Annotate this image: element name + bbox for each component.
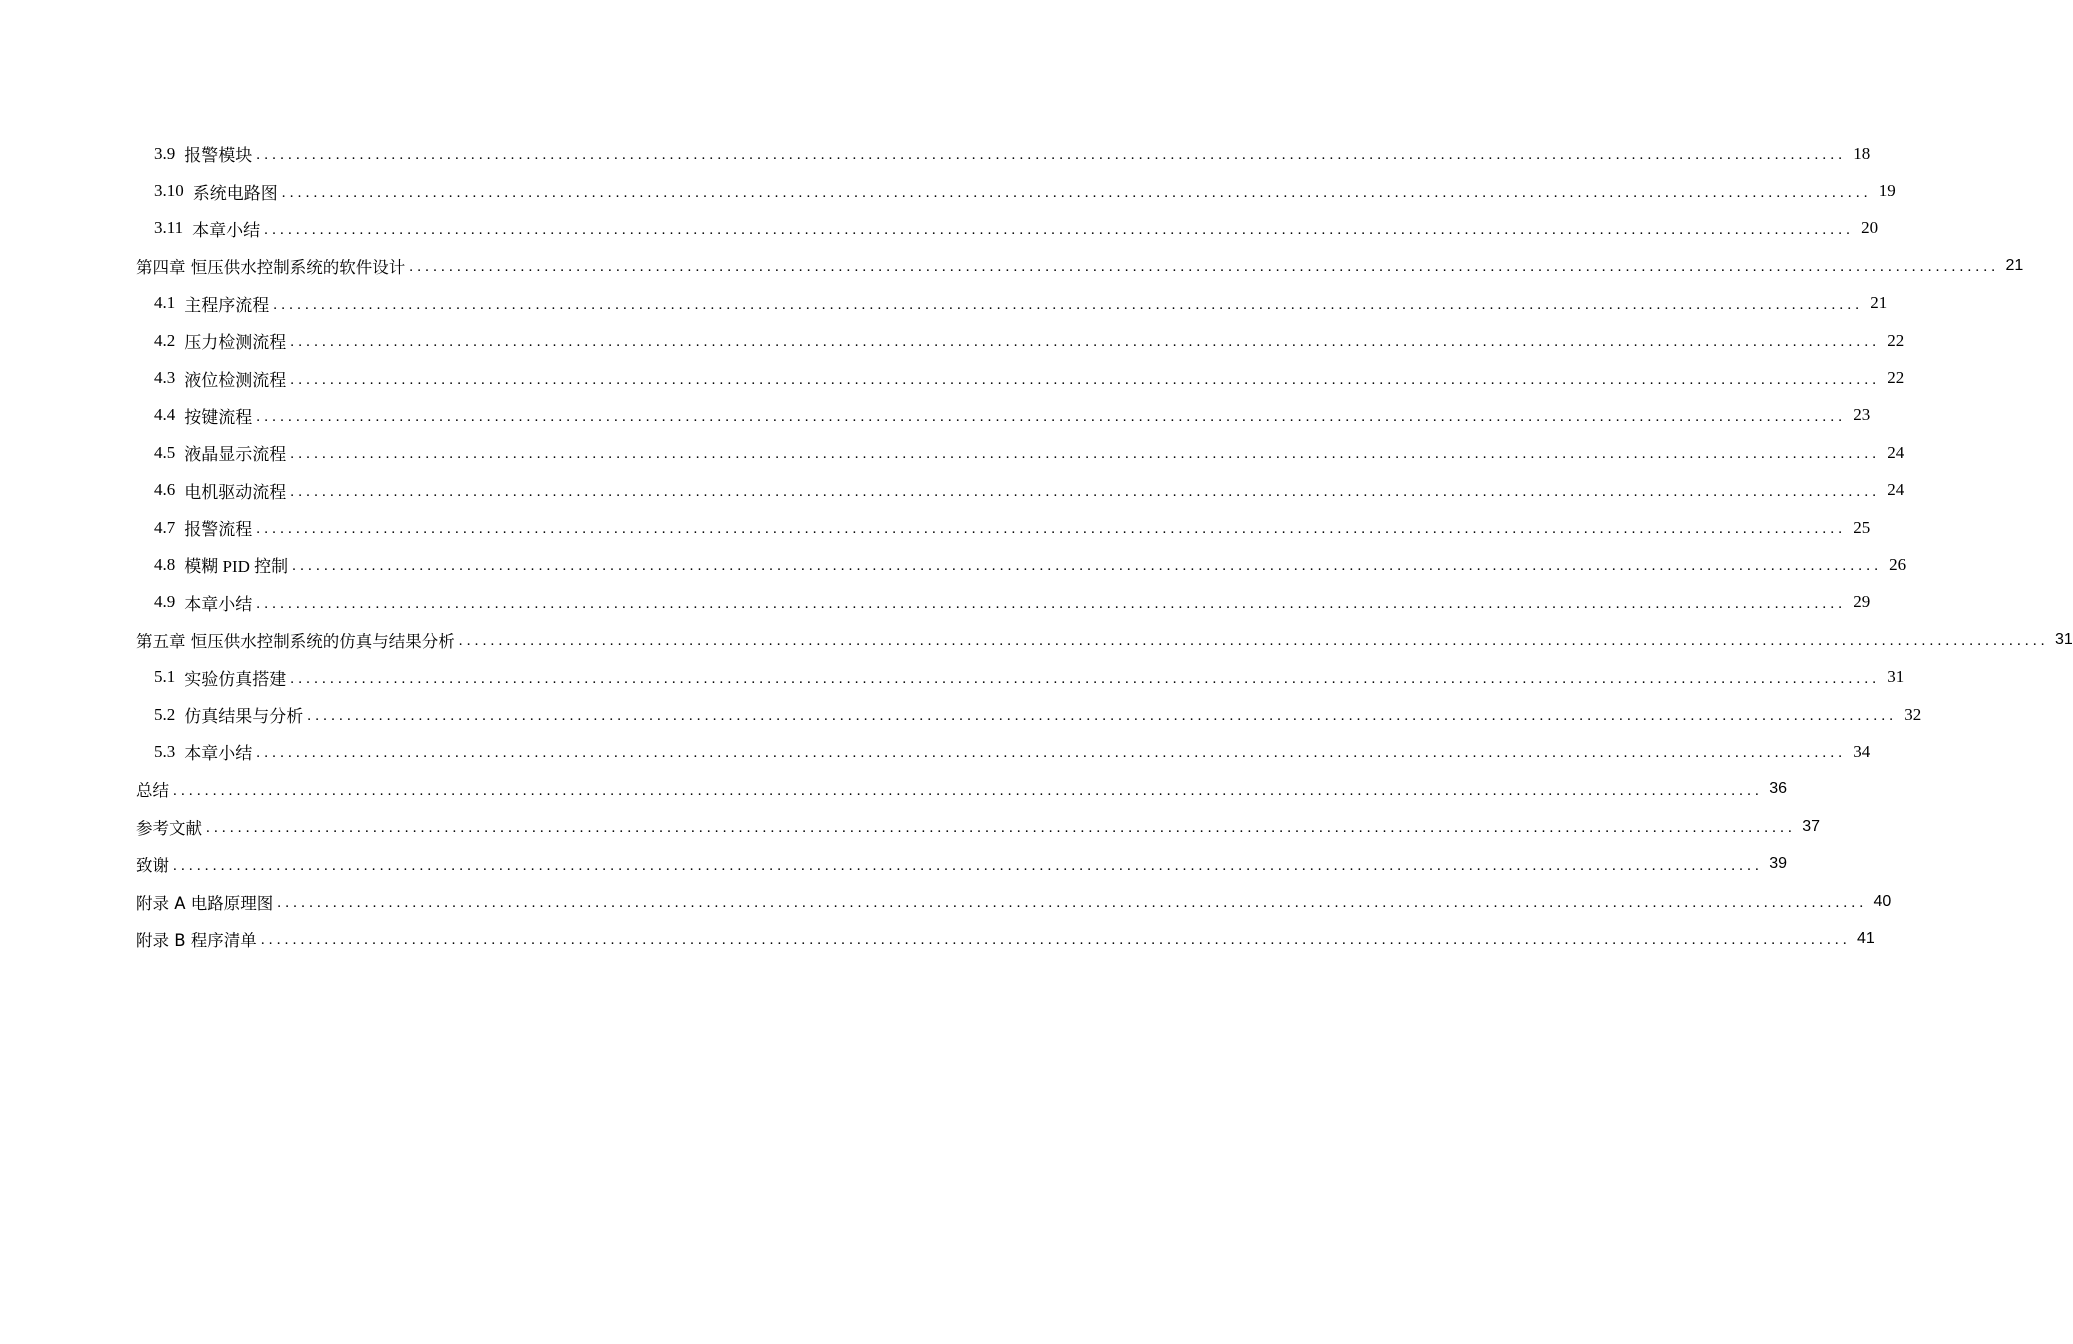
toc-entry-page: 21 bbox=[2005, 256, 2024, 274]
toc-entry[interactable] bbox=[0, 210, 1879, 247]
toc-entry-title: 第五章 恒压供水控制系统的仿真与结果分析 bbox=[136, 631, 455, 651]
toc-chapter-entry[interactable] bbox=[0, 808, 1820, 845]
toc-entry-number: 4.9 bbox=[154, 592, 176, 612]
toc-entry[interactable] bbox=[0, 397, 1871, 434]
toc-entry-title: 总结 bbox=[136, 781, 169, 801]
toc-entry-page: 22 bbox=[1887, 368, 1905, 388]
toc-entry-number: 3.9 bbox=[154, 143, 176, 163]
toc-entry[interactable] bbox=[0, 285, 1888, 322]
toc-entry[interactable] bbox=[0, 172, 1896, 209]
dot-leader: ........................................................................................................................................................................................................ bbox=[307, 708, 1898, 725]
toc-entry-number: 4.8 bbox=[154, 554, 176, 574]
toc-entry-title: 致谢 bbox=[136, 856, 169, 876]
toc-chapter-entry[interactable] bbox=[0, 883, 1892, 920]
toc-entry-page: 24 bbox=[1887, 442, 1905, 462]
dot-leader: ........................................................................................................................................................................................................ bbox=[281, 184, 1872, 201]
dot-leader: ........................................................................................................................................................................................................ bbox=[206, 820, 1796, 837]
dot-leader: ........................................................................................................................................................................................................ bbox=[256, 521, 1847, 538]
dot-leader: ........................................................................................................................................................................................................ bbox=[273, 296, 1864, 313]
toc-entry-number: 4.5 bbox=[154, 442, 176, 462]
toc-entry-title: 系统电路图 bbox=[192, 183, 278, 203]
dot-leader: ........................................................................................................................................................................................................ bbox=[290, 446, 1881, 463]
toc-entry-title: 第四章 恒压供水控制系统的软件设计 bbox=[136, 257, 406, 277]
toc-entry-title: 按键流程 bbox=[184, 407, 253, 427]
toc-entry-number: 4.3 bbox=[154, 368, 176, 388]
toc-entry-title: 模糊 PID 控制 bbox=[184, 557, 289, 577]
dot-leader: ........................................................................................................................................................................................................ bbox=[458, 633, 2049, 650]
toc-entry-title: 附录 A 电路原理图 bbox=[136, 893, 274, 913]
toc-entry[interactable] bbox=[0, 546, 1907, 583]
dot-leader: ........................................................................................................................................................................................................ bbox=[277, 895, 1868, 911]
toc-entry-title: 压力检测流程 bbox=[184, 333, 287, 353]
toc-chapter-entry[interactable] bbox=[0, 845, 1787, 882]
toc-entry-title: 仿真结果与分析 bbox=[184, 707, 304, 727]
dot-leader: ........................................................................................................................................................................................................ bbox=[173, 782, 1763, 799]
toc-entry[interactable] bbox=[0, 135, 1871, 172]
toc-entry[interactable] bbox=[0, 322, 1905, 359]
toc-entry-title: 实验仿真搭建 bbox=[184, 669, 287, 689]
toc-entry-number: 4.7 bbox=[154, 517, 176, 537]
toc-entry-page: 20 bbox=[1861, 218, 1879, 238]
toc-chapter-entry[interactable] bbox=[0, 621, 2073, 658]
dot-leader: ........................................................................................................................................................................................................ bbox=[256, 408, 1847, 425]
toc-entry-page: 22 bbox=[1887, 330, 1905, 350]
toc-entry-title: 本章小结 bbox=[192, 220, 261, 240]
toc-entry-page: 36 bbox=[1769, 780, 1787, 798]
toc-chapter-entry[interactable] bbox=[0, 247, 2024, 284]
toc-chapter-entry[interactable] bbox=[0, 920, 1875, 957]
toc-entry-title: 电机驱动流程 bbox=[184, 482, 287, 502]
toc-entry-page: 18 bbox=[1853, 143, 1871, 163]
toc-entry-number: 3.10 bbox=[154, 181, 184, 201]
toc-entry-page: 29 bbox=[1853, 592, 1871, 612]
toc-entry-page: 31 bbox=[2054, 630, 2073, 648]
dot-leader: ........................................................................................................................................................................................................ bbox=[290, 334, 1881, 351]
toc-entry-title: 本章小结 bbox=[184, 594, 253, 614]
dot-leader: ........................................................................................................................................................................................................ bbox=[173, 857, 1763, 874]
dot-leader: ........................................................................................................................................................................................................ bbox=[260, 932, 1851, 949]
dot-leader: ........................................................................................................................................................................................................ bbox=[264, 221, 1855, 238]
toc-entry-page: 31 bbox=[1887, 667, 1905, 687]
toc-entry-number: 5.1 bbox=[154, 667, 176, 687]
dot-leader: ........................................................................................................................................................................................................ bbox=[256, 147, 1847, 164]
toc-entry-page: 26 bbox=[1889, 554, 1907, 574]
toc-entry-title: 参考文献 bbox=[136, 818, 202, 838]
toc-entry-page: 19 bbox=[1878, 181, 1896, 201]
dot-leader: ........................................................................................................................................................................................................ bbox=[256, 595, 1847, 612]
toc-entry-number: 4.2 bbox=[154, 330, 176, 350]
toc-entry-title: 主程序流程 bbox=[184, 295, 270, 315]
toc-entry[interactable] bbox=[0, 434, 1905, 471]
dot-leader: ........................................................................................................................................................................................................ bbox=[292, 558, 1883, 575]
toc-entry-number: 3.11 bbox=[154, 218, 184, 238]
toc-entry-number: 4.1 bbox=[154, 293, 176, 313]
toc-entry-number: 4.4 bbox=[154, 405, 176, 425]
dot-leader: ........................................................................................................................................................................................................ bbox=[409, 259, 2000, 276]
dot-leader: ........................................................................................................................................................................................................ bbox=[290, 670, 1881, 687]
dot-leader: ........................................................................................................................................................................................................ bbox=[256, 745, 1847, 762]
toc-entry[interactable] bbox=[0, 696, 1922, 733]
toc-entry[interactable] bbox=[0, 584, 1871, 621]
toc-entry[interactable] bbox=[0, 658, 1905, 695]
toc-entry-page: 32 bbox=[1904, 704, 1922, 724]
toc-entry-title: 本章小结 bbox=[184, 744, 253, 764]
dot-leader: ........................................................................................................................................................................................................ bbox=[290, 483, 1881, 500]
toc-entry-title: 附录 B 程序清单 bbox=[136, 930, 257, 950]
toc-entry-title: 液晶显示流程 bbox=[184, 445, 287, 465]
toc-entry-page: 34 bbox=[1853, 741, 1871, 761]
toc-entry-page: 41 bbox=[1857, 929, 1875, 947]
dot-leader: ........................................................................................................................................................................................................ bbox=[290, 371, 1881, 388]
toc-chapter-entry[interactable] bbox=[0, 771, 1787, 808]
toc-entry-page: 21 bbox=[1870, 293, 1888, 313]
toc-entry[interactable] bbox=[0, 359, 1905, 396]
toc-entry-page: 23 bbox=[1853, 405, 1871, 425]
toc-entry-page: 39 bbox=[1769, 855, 1787, 873]
toc-entry[interactable] bbox=[0, 733, 1871, 770]
toc-entry-title: 液位检测流程 bbox=[184, 370, 287, 390]
toc-entry-page: 24 bbox=[1887, 480, 1905, 500]
table-of-contents bbox=[0, 135, 2073, 958]
toc-entry-page: 25 bbox=[1853, 517, 1871, 537]
toc-entry-page: 40 bbox=[1873, 892, 1892, 910]
toc-entry-number: 5.2 bbox=[154, 704, 176, 724]
toc-entry-title: 报警流程 bbox=[184, 520, 253, 540]
toc-entry-page: 37 bbox=[1802, 817, 1820, 835]
toc-entry[interactable] bbox=[0, 472, 1905, 509]
toc-entry-number: 5.3 bbox=[154, 741, 176, 761]
toc-entry[interactable] bbox=[0, 509, 1871, 546]
toc-entry-number: 4.6 bbox=[154, 480, 176, 500]
toc-entry-title: 报警模块 bbox=[184, 146, 253, 166]
